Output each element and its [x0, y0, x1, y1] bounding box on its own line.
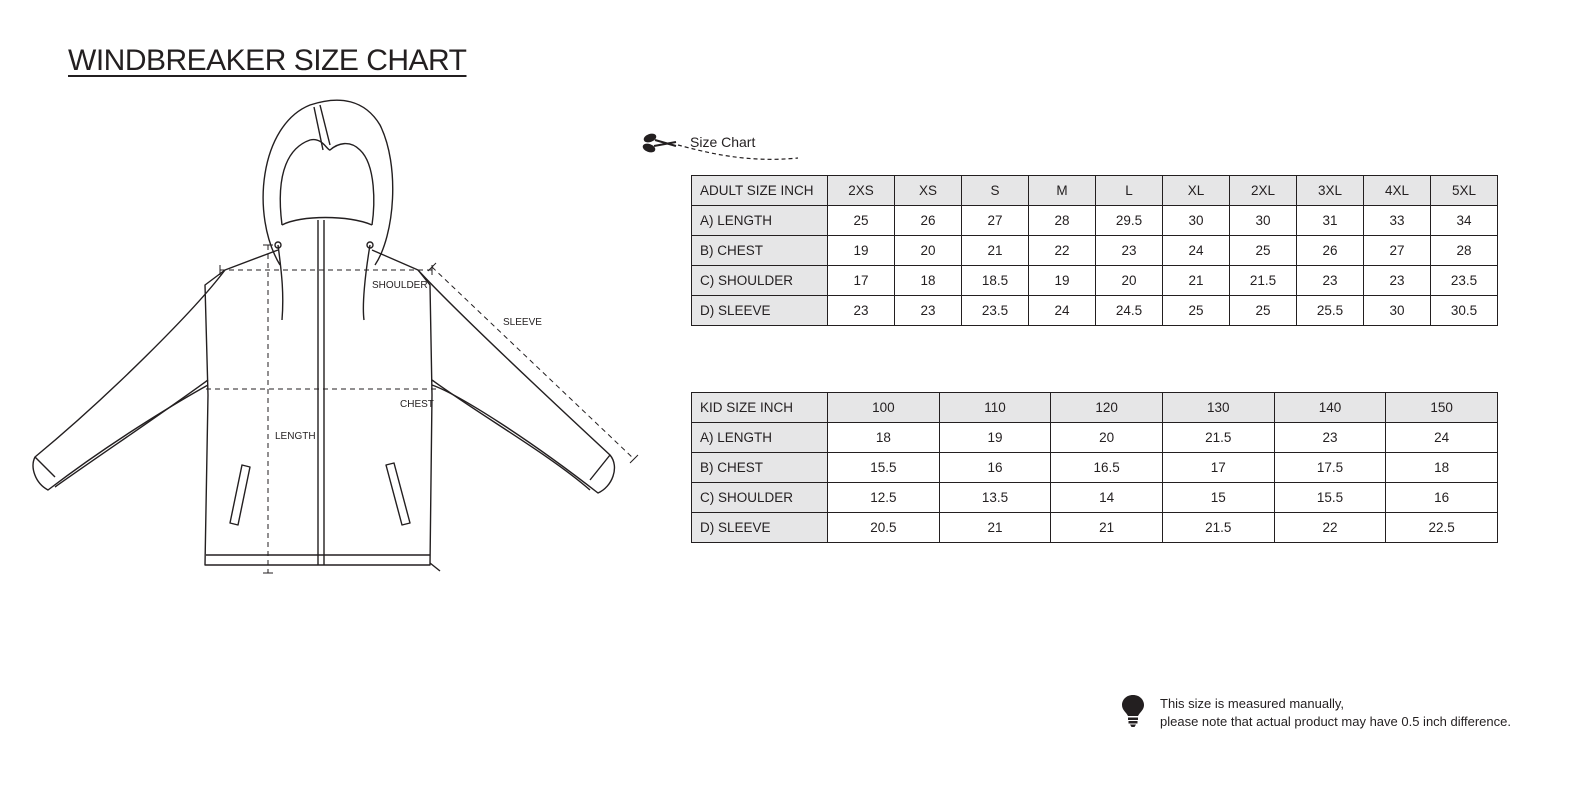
note-line-2: please note that actual product may have 0.5 inch difference.: [1160, 714, 1511, 729]
measurement-value-cell: 30: [1364, 296, 1431, 326]
measurement-value-cell: 23: [895, 296, 962, 326]
measurement-value-cell: 34: [1431, 206, 1498, 236]
measurement-value-cell: 20: [895, 236, 962, 266]
measurement-value-cell: 18: [895, 266, 962, 296]
size-chart-label: Size Chart: [690, 134, 756, 150]
measurement-value-cell: 27: [1364, 236, 1431, 266]
measurement-value-cell: 28: [1431, 236, 1498, 266]
measurement-value-cell: 27: [962, 206, 1029, 236]
measurement-value-cell: 25: [1230, 296, 1297, 326]
size-header-cell: M: [1029, 176, 1096, 206]
measurement-value-cell: 14: [1051, 483, 1163, 513]
size-header-cell: 2XL: [1230, 176, 1297, 206]
chest-label: CHEST: [400, 399, 434, 410]
measurement-value-cell: 24: [1386, 423, 1498, 453]
measurement-value-cell: 23.5: [962, 296, 1029, 326]
measurement-value-cell: 23: [1096, 236, 1163, 266]
measurement-value-cell: 26: [895, 206, 962, 236]
measurement-value-cell: 20: [1051, 423, 1163, 453]
measurement-label-cell: C) SHOULDER: [692, 483, 828, 513]
measurement-value-cell: 21: [939, 513, 1051, 543]
measurement-value-cell: 15: [1162, 483, 1274, 513]
measurement-label-cell: B) CHEST: [692, 236, 828, 266]
measurement-value-cell: 21.5: [1230, 266, 1297, 296]
measurement-value-cell: 21: [1051, 513, 1163, 543]
table-header-row: [692, 176, 1498, 206]
size-header-cell: 130: [1162, 393, 1274, 423]
measurement-value-cell: 33: [1364, 206, 1431, 236]
left-sleeve: [33, 270, 225, 490]
measurement-value-cell: 22: [1029, 236, 1096, 266]
measurement-value-cell: 15.5: [1274, 483, 1386, 513]
length-label: LENGTH: [275, 431, 316, 442]
size-header-cell: XS: [895, 176, 962, 206]
measurement-value-cell: 26: [1297, 236, 1364, 266]
table-corner-label: ADULT SIZE INCH: [692, 176, 828, 206]
measurement-value-cell: 18: [828, 423, 940, 453]
measurement-value-cell: 25: [828, 206, 895, 236]
measurement-value-cell: 23: [828, 296, 895, 326]
table-row: [692, 206, 1498, 236]
right-sleeve: [418, 270, 614, 493]
measurement-value-cell: 23.5: [1431, 266, 1498, 296]
measurement-value-cell: 17: [1162, 453, 1274, 483]
measurement-value-cell: 20.5: [828, 513, 940, 543]
measurement-value-cell: 25: [1230, 236, 1297, 266]
table-row: [692, 423, 1498, 453]
note-line-1: This size is measured manually,: [1160, 696, 1344, 711]
measurement-note: [1160, 695, 1511, 731]
measurement-value-cell: 17: [828, 266, 895, 296]
hood-opening: [280, 140, 374, 225]
measurement-value-cell: 21: [962, 236, 1029, 266]
measurement-value-cell: 19: [828, 236, 895, 266]
measurement-value-cell: 18.5: [962, 266, 1029, 296]
measurement-value-cell: 22: [1274, 513, 1386, 543]
sleeve-measure-line: [432, 267, 634, 459]
lightbulb-icon: [1121, 694, 1145, 728]
measurement-value-cell: 24: [1029, 296, 1096, 326]
size-header-cell: 140: [1274, 393, 1386, 423]
measurement-value-cell: 22.5: [1386, 513, 1498, 543]
table-corner-label: KID SIZE INCH: [692, 393, 828, 423]
measurement-value-cell: 24: [1163, 236, 1230, 266]
measurement-value-cell: 15.5: [828, 453, 940, 483]
size-header-cell: 2XS: [828, 176, 895, 206]
measurement-value-cell: 23: [1364, 266, 1431, 296]
size-header-cell: 100: [828, 393, 940, 423]
measurement-value-cell: 25: [1163, 296, 1230, 326]
measurement-value-cell: 30: [1230, 206, 1297, 236]
size-header-cell: 4XL: [1364, 176, 1431, 206]
measurement-value-cell: 21: [1163, 266, 1230, 296]
table-row: [692, 236, 1498, 266]
measurement-label-cell: B) CHEST: [692, 453, 828, 483]
right-pocket: [386, 463, 410, 525]
measurement-value-cell: 23: [1297, 266, 1364, 296]
measurement-value-cell: 13.5: [939, 483, 1051, 513]
measurement-value-cell: 21.5: [1162, 513, 1274, 543]
measurement-label-cell: C) SHOULDER: [692, 266, 828, 296]
measurement-value-cell: 19: [1029, 266, 1096, 296]
size-header-cell: 150: [1386, 393, 1498, 423]
table-row: [692, 453, 1498, 483]
size-header-cell: 110: [939, 393, 1051, 423]
table-header-row: [692, 393, 1498, 423]
measurement-label-cell: A) LENGTH: [692, 423, 828, 453]
left-pocket: [230, 465, 250, 525]
size-header-cell: L: [1096, 176, 1163, 206]
size-header-cell: 120: [1051, 393, 1163, 423]
measurement-value-cell: 21.5: [1162, 423, 1274, 453]
size-header-cell: 3XL: [1297, 176, 1364, 206]
measurement-value-cell: 17.5: [1274, 453, 1386, 483]
measurement-value-cell: 18: [1386, 453, 1498, 483]
measurement-label-cell: D) SLEEVE: [692, 296, 828, 326]
size-header-cell: XL: [1163, 176, 1230, 206]
measurement-value-cell: 20: [1096, 266, 1163, 296]
measurement-value-cell: 30: [1163, 206, 1230, 236]
measurement-value-cell: 24.5: [1096, 296, 1163, 326]
page-title: WINDBREAKER SIZE CHART: [68, 44, 467, 77]
table-row: [692, 266, 1498, 296]
measurement-value-cell: 16.5: [1051, 453, 1163, 483]
table-row: [692, 513, 1498, 543]
size-header-cell: 5XL: [1431, 176, 1498, 206]
measurement-value-cell: 28: [1029, 206, 1096, 236]
measurement-value-cell: 16: [1386, 483, 1498, 513]
measurement-label-cell: D) SLEEVE: [692, 513, 828, 543]
measurement-value-cell: 12.5: [828, 483, 940, 513]
table-row: [692, 296, 1498, 326]
windbreaker-diagram: [20, 95, 660, 595]
table-row: [692, 483, 1498, 513]
size-header-cell: S: [962, 176, 1029, 206]
measurement-value-cell: 23: [1274, 423, 1386, 453]
shoulder-label: SHOULDER: [372, 280, 428, 291]
sleeve-label: SLEEVE: [503, 317, 542, 328]
kid-size-table: [691, 392, 1498, 543]
measurement-value-cell: 19: [939, 423, 1051, 453]
measurement-value-cell: 25.5: [1297, 296, 1364, 326]
measurement-value-cell: 30.5: [1431, 296, 1498, 326]
measurement-label-cell: A) LENGTH: [692, 206, 828, 236]
measurement-value-cell: 16: [939, 453, 1051, 483]
measurement-value-cell: 31: [1297, 206, 1364, 236]
adult-size-table: [691, 175, 1498, 326]
measurement-value-cell: 29.5: [1096, 206, 1163, 236]
